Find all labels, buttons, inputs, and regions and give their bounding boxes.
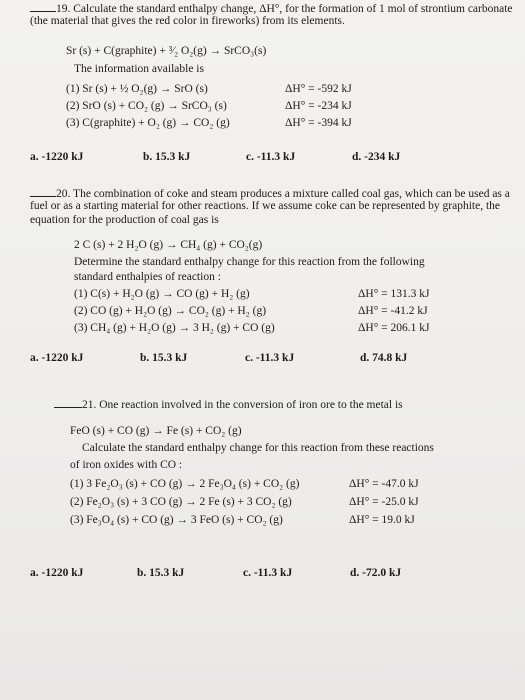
- q19-prompt-line2: (the material that gives the red color in fireworks) from its elements.: [30, 15, 345, 27]
- q19-number: 19.: [56, 3, 71, 15]
- q21-number: 21.: [82, 399, 97, 411]
- q20-option-b[interactable]: b. 15.3 kJ: [140, 352, 188, 364]
- q21-reaction-2: (2) Fe₂O₃ (s) + 3 CO (g) → 2 Fe (s) + 3 CO₂ (g): [70, 496, 292, 508]
- q20-answer-blank[interactable]: [30, 185, 56, 197]
- q20-option-a[interactable]: a. -1220 kJ: [30, 352, 84, 364]
- q20-reaction-3: (3) CH₄ (g) + H₂O (g) → 3 H₂ (g) + CO (g): [74, 322, 275, 334]
- q21-option-b[interactable]: b. 15.3 kJ: [137, 567, 185, 579]
- q21-target-equation: FeO (s) + CO (g) → Fe (s) + CO₂ (g): [70, 425, 242, 437]
- q19-info-label: The information available is: [74, 63, 204, 75]
- q20-option-c[interactable]: c. -11.3 kJ: [245, 352, 295, 364]
- q21-instruction-line1: Calculate the standard enthalpy change for this reaction from these reactions: [82, 442, 434, 454]
- q20-reaction-1: (1) C(s) + H₂O (g) → CO (g) + H₂ (g): [74, 288, 250, 300]
- q21-option-d[interactable]: d. -72.0 kJ: [350, 567, 402, 579]
- q19-option-d[interactable]: d. -234 kJ: [352, 151, 401, 163]
- q19-target-equation: Sr (s) + C(graphite) + ³⁄₂ O₂(g) → SrCO₃(s): [66, 45, 267, 57]
- q20-option-d[interactable]: d. 74.8 kJ: [360, 352, 408, 364]
- q19-option-a[interactable]: a. -1220 kJ: [30, 151, 84, 163]
- q21-dh-3: ΔH° = 19.0 kJ: [349, 514, 415, 526]
- q19-answer-blank[interactable]: [30, 0, 56, 12]
- q21-dh-2: ΔH° = -25.0 kJ: [349, 496, 419, 508]
- q20-dh-3: ΔH° = 206.1 kJ: [358, 322, 430, 334]
- q21-dh-1: ΔH° = -47.0 kJ: [349, 478, 419, 490]
- q20-instruction-line2: standard enthalpies of reaction :: [74, 271, 221, 283]
- q21-prompt-line1: One reaction involved in the conversion of iron ore to the metal is: [99, 399, 403, 411]
- q21-reaction-3: (3) Fe₃O₄ (s) + CO (g) → 3 FeO (s) + CO₂ (g): [70, 514, 283, 526]
- q19-option-b[interactable]: b. 15.3 kJ: [143, 151, 191, 163]
- q20-prompt-line3: equation for the production of coal gas is: [30, 214, 219, 226]
- q19-dh-1: ΔH° = -592 kJ: [285, 83, 352, 95]
- q21-option-a[interactable]: a. -1220 kJ: [30, 567, 84, 579]
- q19-dh-3: ΔH° = -394 kJ: [285, 117, 352, 129]
- q21-prompt: [54, 396, 403, 412]
- q20-reaction-2: (2) CO (g) + H₂O (g) → CO₂ (g) + H₂ (g): [74, 305, 267, 317]
- q20-number: 20.: [56, 188, 71, 200]
- q19-reaction-2: (2) SrO (s) + CO₂ (g) → SrCO₃ (s): [66, 100, 227, 112]
- q21-reaction-1: (1) 3 Fe₂O₃ (s) + CO (g) → 2 Fe₃O₄ (s) + CO₂ (g): [70, 478, 300, 490]
- q19-dh-2: ΔH° = -234 kJ: [285, 100, 352, 112]
- q20-instruction-line1: Determine the standard enthalpy change for this reaction from the following: [74, 256, 425, 268]
- q20-prompt-line2: fuel or as a starting material for other reactions. If we assume coke can be represented by graphite, the: [30, 200, 501, 212]
- q19-option-c[interactable]: c. -11.3 kJ: [246, 151, 296, 163]
- q19-reaction-3: (3) C(graphite) + O₂ (g) → CO₂ (g): [66, 117, 230, 129]
- q21-option-c[interactable]: c. -11.3 kJ: [243, 567, 293, 579]
- q21-answer-blank[interactable]: [54, 396, 82, 408]
- q20-target-equation: 2 C (s) + 2 H₂O (g) → CH₄ (g) + CO₂(g): [74, 239, 263, 251]
- q19-prompt-line1: Calculate the standard enthalpy change, ΔH°, for the formation of 1 mol of strontium carbonate: [73, 3, 513, 15]
- q19-reaction-1: (1) Sr (s) + ½ O₂(g) → SrO (s): [66, 83, 208, 95]
- q21-instruction-line2: of iron oxides with CO :: [70, 459, 183, 471]
- q20-dh-1: ΔH° = 131.3 kJ: [358, 288, 430, 300]
- q20-dh-2: ΔH° = -41.2 kJ: [358, 305, 428, 317]
- q20-prompt-line1: The combination of coke and steam produces a mixture called coal gas, which can be used as a: [73, 188, 510, 200]
